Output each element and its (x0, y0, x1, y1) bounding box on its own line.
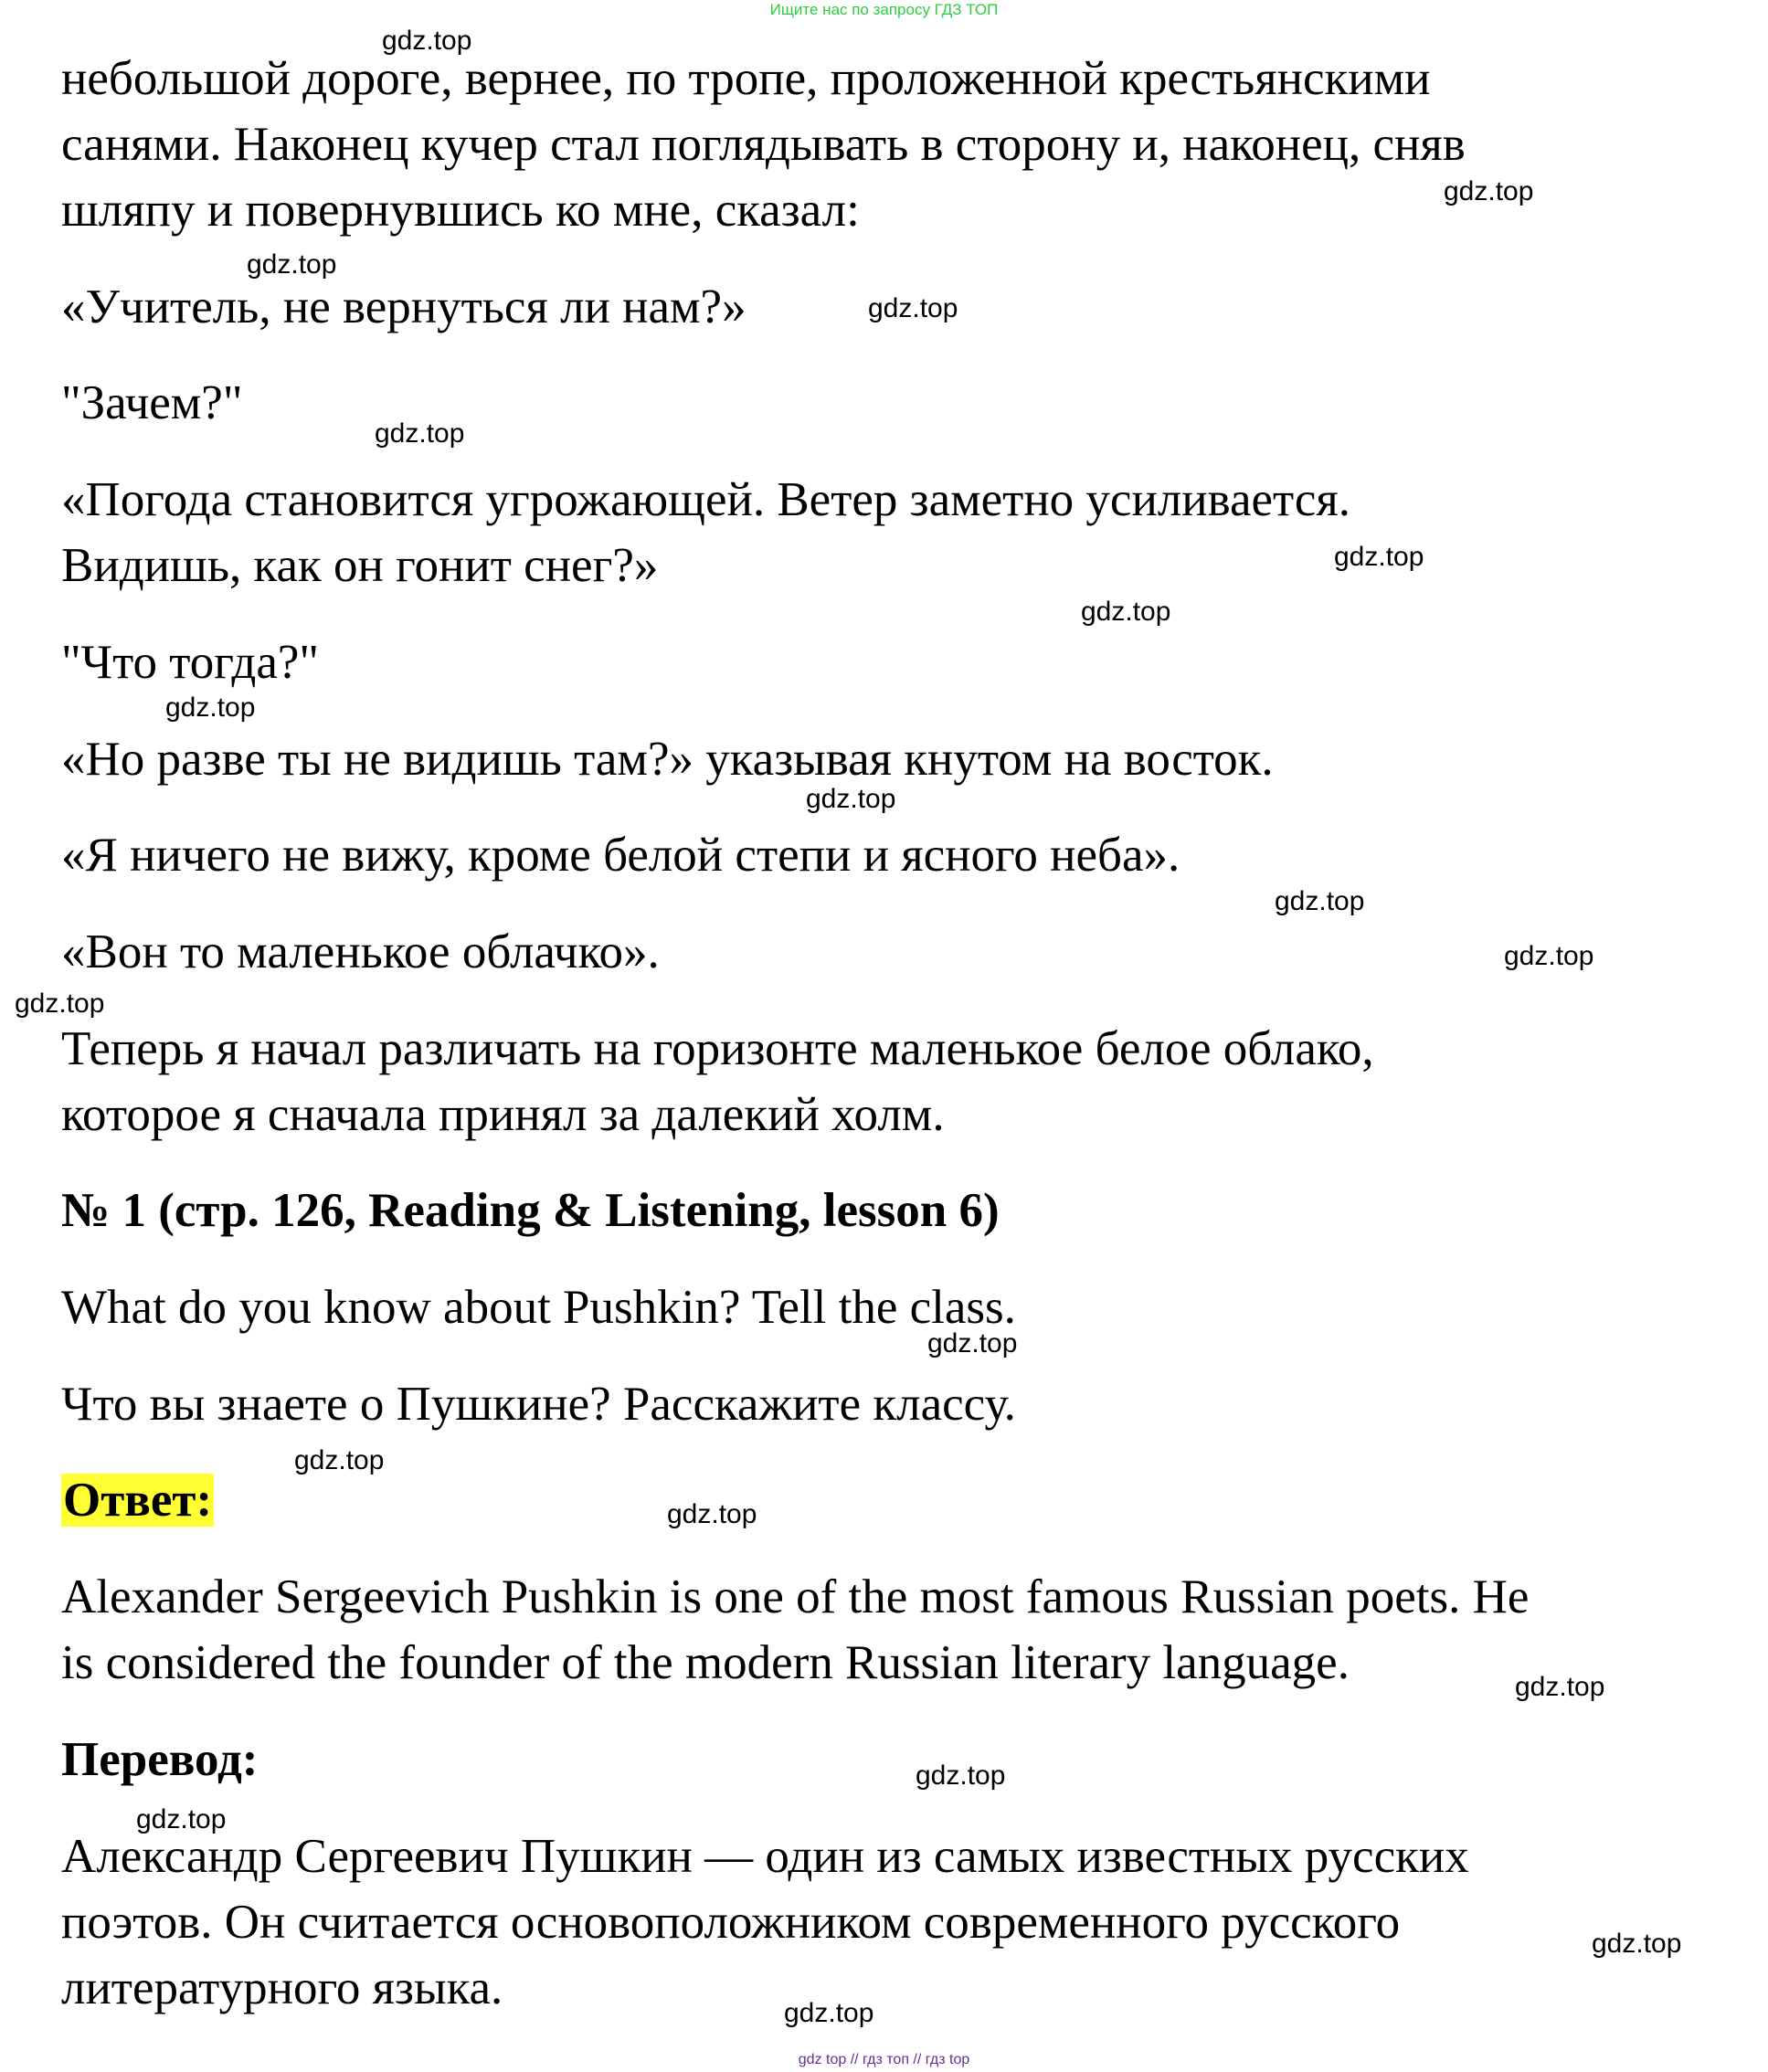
task-heading: № 1 (стр. 126, Reading & Listening, lesson 6) (61, 1184, 1000, 1237)
task-question-en: What do you know about Pushkin? Tell the class. (61, 1281, 1016, 1334)
watermark: gdz.top (375, 418, 465, 449)
watermark: gdz.top (1275, 886, 1365, 916)
answer-line: is considered the founder of the modern Russian literary language. (61, 1636, 1350, 1689)
watermark: gdz.top (784, 1998, 874, 2028)
task-question-ru: Что вы знаете о Пушкине? Расскажите классу. (61, 1378, 1016, 1431)
story-line: которое я сначала принял за далекий холм. (61, 1088, 945, 1141)
watermark: gdz.top (868, 293, 958, 323)
watermark: gdz.top (247, 249, 337, 280)
watermark: gdz.top (916, 1760, 1006, 1791)
answer-label (61, 1467, 214, 1533)
story-line: санями. Наконец кучер стал поглядывать в сторону и, наконец, сняв (61, 118, 1466, 171)
watermark: gdz.top (1592, 1929, 1682, 1959)
watermark: gdz.top (1504, 941, 1594, 971)
story-line: Теперь я начал различать на горизонте маленькое белое облако, (61, 1022, 1374, 1075)
story-line: небольшой дороге, вернее, по тропе, проложенной крестьянскими (61, 52, 1431, 105)
footer-links: gdz top // гдз топ // гдз top (798, 2052, 970, 2067)
watermark: gdz.top (667, 1499, 757, 1529)
watermark: gdz.top (806, 784, 896, 814)
translation-line: литературного языка. (61, 1961, 503, 2014)
dialogue-line: Видишь, как он гонит снег?» (61, 539, 659, 592)
answer-label-highlight: Ответ: (63, 1474, 213, 1527)
watermark: gdz.top (927, 1328, 1018, 1358)
dialogue-line: «Учитель, не вернуться ли нам?» (61, 280, 746, 333)
watermark: gdz.top (1515, 1672, 1605, 1702)
watermark: gdz.top (165, 692, 256, 723)
watermark: gdz.top (1334, 542, 1424, 572)
watermark: gdz.top (382, 26, 472, 56)
story-line: шляпу и повернувшись ко мне, сказал: (61, 184, 860, 237)
answer-line: Alexander Sergeevich Pushkin is one of the most famous Russian poets. He (61, 1570, 1530, 1623)
translation-line: поэтов. Он считается основоположником современного русского (61, 1896, 1401, 1949)
dialogue-line: «Но разве ты не видишь там?» указывая кнутом на восток. (61, 733, 1274, 786)
watermark: gdz.top (1081, 597, 1171, 627)
watermark: gdz.top (136, 1804, 227, 1834)
dialogue-line: "Зачем?" (61, 376, 243, 429)
dialogue-line: «Вон то маленькое облачко». (61, 925, 660, 978)
translation-label: Перевод: (61, 1733, 259, 1786)
watermark: gdz.top (294, 1445, 385, 1475)
dialogue-line: "Что тогда?" (61, 636, 320, 689)
dialogue-line: «Я ничего не вижу, кроме белой степи и ясного неба». (61, 829, 1180, 882)
translation-line: Александр Сергеевич Пушкин — один из самых известных русских (61, 1830, 1469, 1883)
watermark: gdz.top (1444, 176, 1534, 206)
search-hint-banner: Ищите нас по запросу ГДЗ ТОП (769, 1, 999, 18)
watermark: gdz.top (15, 988, 105, 1019)
dialogue-line: «Погода становится угрожающей. Ветер заметно усиливается. (61, 473, 1350, 526)
